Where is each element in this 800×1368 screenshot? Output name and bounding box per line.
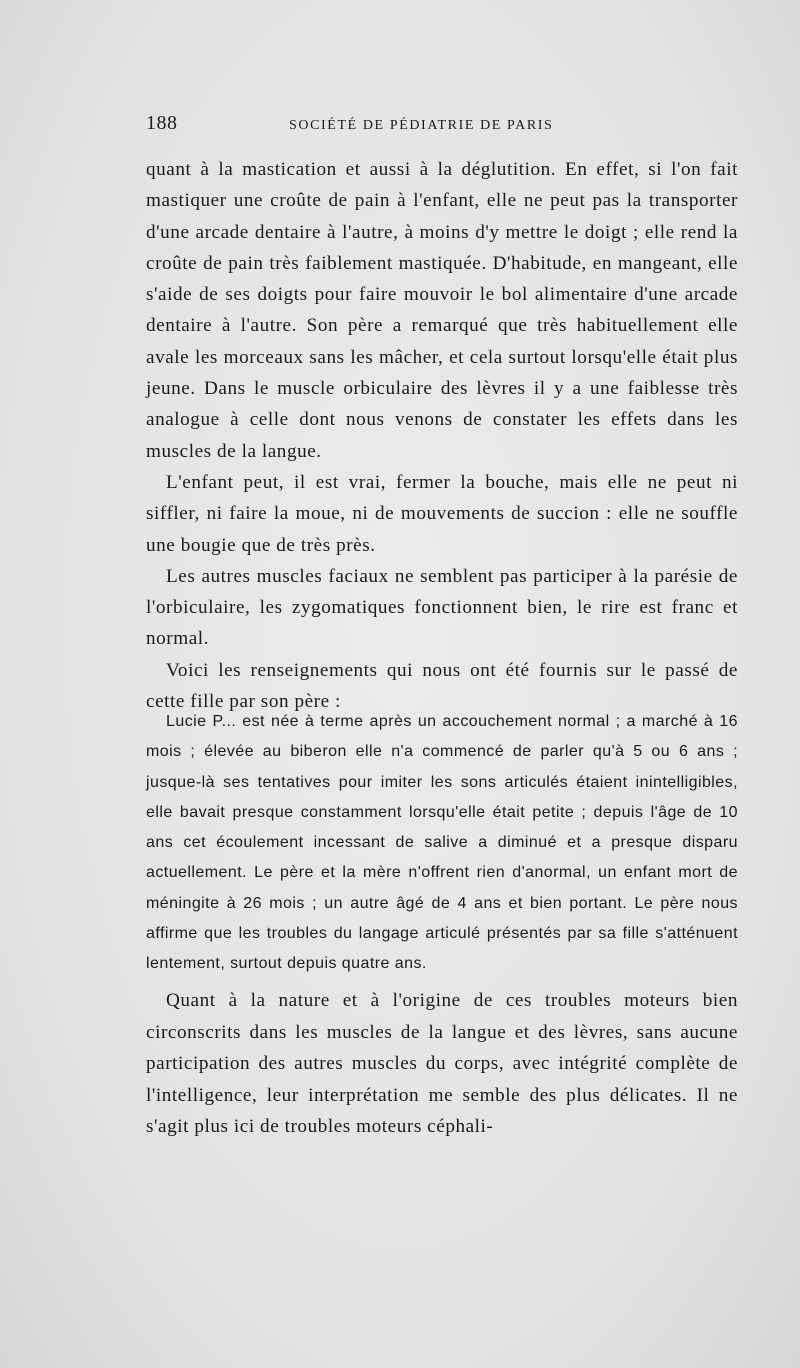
case-history-note: Lucie P... est née à terme après un accouchement normal ; a marché à 16 mois ; élevée au biberon elle n'a commencé de parler qu'à 5 ou 6 ans ; jusque-là ses tentatives pour imiter les sons articulés étaient inintelligibles, elle bavait presque constamment lorsqu'elle était petite ; depuis l'âge de 10 ans cet écoulement incessant de salive a diminué et a presque disparu actuellement. Le père et la mère n'offrent rien d'anormal, un enfant mort de méningite à 26 mois ; un autre âgé de 4 ans et bien portant. Le père nous affirme que les troubles du langage articulé présentés par sa fille s'atténuent lentement, surtout depuis quatre ans. [146,713,738,973]
page-number: 188 [146,112,178,134]
closing-paragraph: Quant à la nature et à l'origine de ces troubles moteurs bien circonscrits dans les muscles de la langue et des lèvres, sans aucune participation des autres muscles du corps, avec intégrité complète de l'intelligence, leur interprétation me semble des plus délicates. Il ne s'agit plus ici de troubles moteurs céphali- [146,990,738,1138]
paragraph-whistling: L'enfant peut, il est vrai, fermer la bouche, mais elle ne peut ni siffler, ni faire la moue, ni de mouvements de succion : elle ne souffle une bougie que de très près. [146,471,738,556]
paragraph-continuation: quant à la mastication et aussi à la déglutition. En effet, si l'on fait mastiquer une croûte de pain à l'enfant, elle ne peut pas la transporter d'une arcade dentaire à l'autre, à moins d'y mettre le doigt ; elle rend la croûte de pain très faiblement mastiquée. D'habitude, en mangeant, elle s'aide de ses doigts pour faire mouvoir le bol alimentaire d'une arcade dentaire à l'autre. Son père a remarqué que très habituellement elle avale les morceaux sans les mâcher, et cela surtout lorsqu'elle était plus jeune. Dans le muscle orbiculaire des lèvres il y a une faiblesse très analogue à celle dont nous venons de constater les effets dans les muscles de la langue. [146,159,738,462]
paragraph-facial-muscles: Les autres muscles faciaux ne semblent pas participer à la parésie de l'orbiculaire, les zygomatiques fonctionnent bien, le rire est franc et normal. [146,565,738,650]
main-text-block [146,154,738,717]
running-head: SOCIÉTÉ DE PÉDIATRIE DE PARIS [289,118,554,133]
page-header [146,112,736,138]
paragraph-history-intro: Voici les renseignements qui nous ont été fournis sur le passé de cette fille par son père : [146,659,738,713]
